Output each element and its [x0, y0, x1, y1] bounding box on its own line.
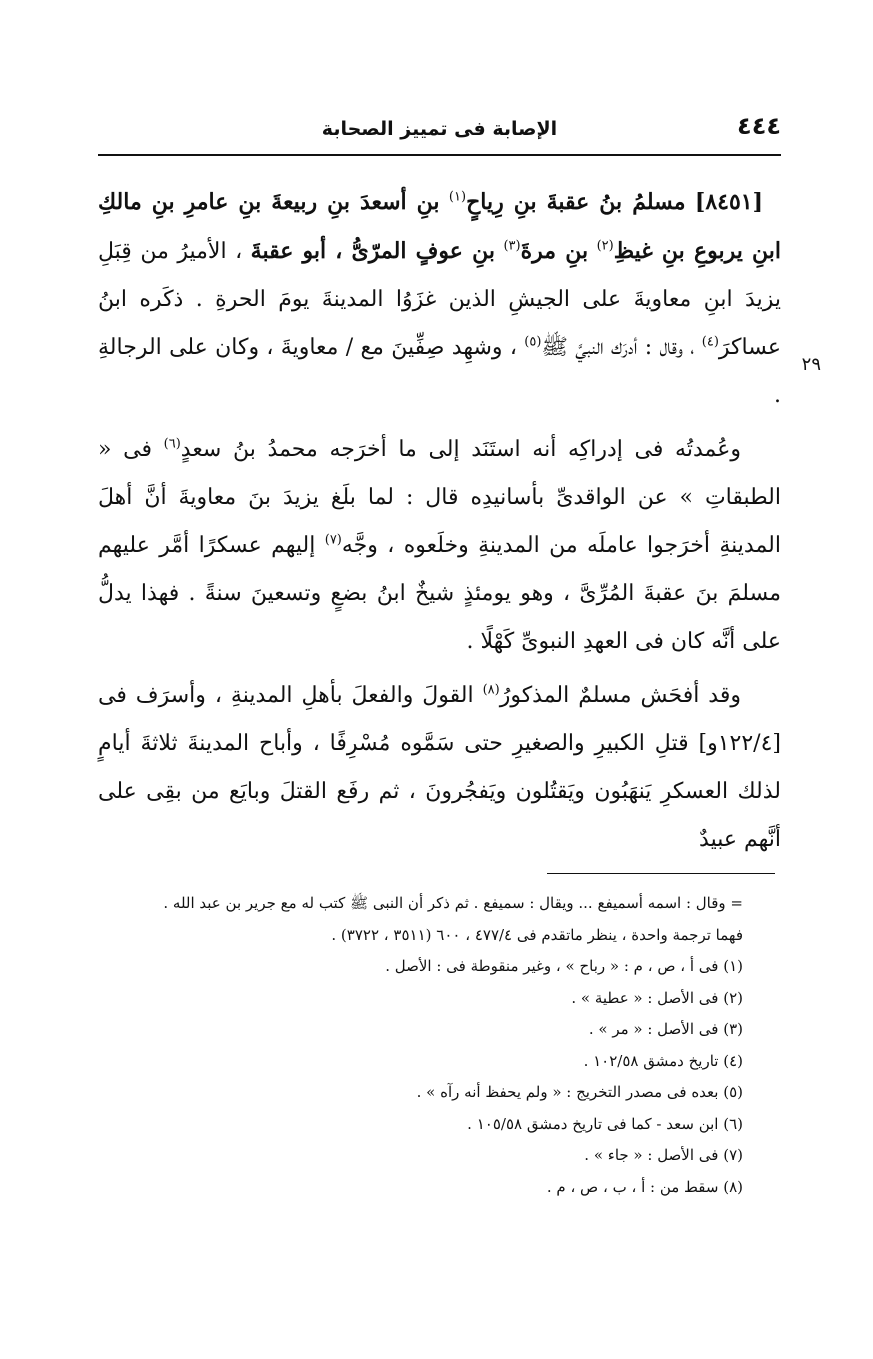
footnote-item: (٣) فى الأصل : « مر » .: [588, 1020, 743, 1038]
body-paragraph: [98, 672, 781, 864]
entry-text: ، الأميرُ من قِبَلِ يزيدَ ابنِ معاويةَ على الجيشِ الذين غزَوُا المدينةَ يومَ الحرةِ . ذكَره ابنُ عساكرَ: [98, 239, 781, 360]
paragraph-text: وقد أفحَش مسلمٌ المذكورُ: [499, 683, 741, 708]
footnote-item: (٧) فى الأصل : « جاء » .: [584, 1146, 743, 1164]
entry-name-continued: بنِ مرةَ: [520, 238, 589, 264]
entry-name-continued: بنِ عوفٍ المرّىُّ ، أبو عقبةَ: [250, 238, 495, 264]
paragraph-text: القولَ والفعلَ بأهلِ المدينةِ ، وأسرَف فى [١٢٢/٤و] قتلِ الكبيرِ والصغيرِ حتى سَمَّوه مُسْرِفًا ، وأباح المدينةَ ثلاثةَ أيامٍ لذلك العسكرِ يَنهَبُون ويَقتُلون ويَفجُرونَ ، ثم رفَع القتلَ وبايَع من بقِى على أنَّهم عبيدٌ: [98, 683, 781, 852]
paragraph-text: إليهم عسكرًا أمَّر عليهم مسلمَ بنَ عقبةَ المُرِّىَّ ، وهو يومئذٍ شيخٌ ابنُ بضعٍ وتسعينَ سنةً . فهذا يدلُّ على أنَّه كان فى العهدِ النبوىِّ كَهْلًا .: [98, 533, 781, 654]
paragraph-text: وعُمدتُه فى إدراكِه أنه استَنَد إلى ما أخرَجه محمدُ بنُ سعدٍ: [180, 437, 741, 462]
footnote-continuation: = وقال : اسمه أسميفع ... ويقال : سميفع . ثم ذكر أن النبى ﷺ كتب له مع جرير بن عبد الله .: [163, 894, 743, 912]
footnote-ref: (٢): [596, 238, 614, 254]
footnote-ref: (٣): [503, 238, 521, 254]
footnote-item: (٦) ابن سعد - كما فى تاريخ دمشق ١٠٥/٥٨ .: [467, 1114, 743, 1133]
footnote-ref: (٤): [701, 334, 719, 350]
entry-text: ، وقال : أدرَك النبيَّ ﷺ: [541, 335, 695, 360]
footnote-ref: (٧): [324, 532, 342, 548]
running-title: الإصابة فى تمييز الصحابة: [321, 118, 558, 140]
footnote-item: (١) فى أ ، ص ، م : « رباح » ، وغير منقوطة فى : الأصل .: [385, 957, 743, 975]
footnote-continuation: فهما ترجمة واحدة ، ينظر ماتقدم فى ٤٧٧/٤ ، ٦٠٠ (٣٥١١ ، ٣٧٢٢) .: [331, 925, 743, 944]
entry-number: [٨٤٥١]: [694, 189, 763, 215]
footnote-ref: (٥): [524, 334, 542, 350]
paragraph-text: فى « الطبقاتِ » عن الواقدىِّ بأسانيدِه قال : لما بلَغ يزيدَ بنَ معاويةَ أنَّ أهلَ المدينةِ أخرَجوا عاملَه من المدينةِ وخلَعوه ، وجَّه: [98, 437, 781, 558]
page-header: [98, 112, 781, 156]
footnote-ref: (٨): [482, 682, 500, 698]
margin-note: ٢٩: [801, 354, 821, 375]
footnotes: [98, 888, 743, 1203]
page-number: ٤٤٤: [737, 112, 781, 140]
body-paragraph: [98, 426, 781, 666]
footnote-item: (٥) بعده فى مصدر التخريج : « ولم يحفظ أنه رآه » .: [416, 1083, 743, 1101]
footnote-divider: [547, 873, 775, 874]
entry-paragraph: [98, 178, 781, 420]
footnote-ref: (٦): [163, 436, 181, 452]
main-text: [98, 178, 781, 870]
entry-name-continued: بنِ أسعدَ بنِ ربيعةَ بنِ عامرِ بنِ مالكِ ابنِ يربوعِ بنِ غيظِ: [98, 189, 781, 264]
entry-name: مسلمُ بنُ عقبةَ بنِ رِياحٍ: [466, 189, 686, 215]
footnote-ref: (١): [448, 189, 467, 205]
footnote-item: (٢) فى الأصل : « عطية » .: [571, 988, 743, 1007]
footnote-item: (٨) سقط من : أ ، ب ، ص ، م .: [546, 1177, 743, 1196]
entry-text: ، وشهِد صِفِّينَ مع / معاويةَ ، وكان على الرجالةِ .: [98, 335, 781, 408]
footnote-item: (٤) تاريخ دمشق ١٠٢/٥٨ .: [583, 1051, 743, 1070]
